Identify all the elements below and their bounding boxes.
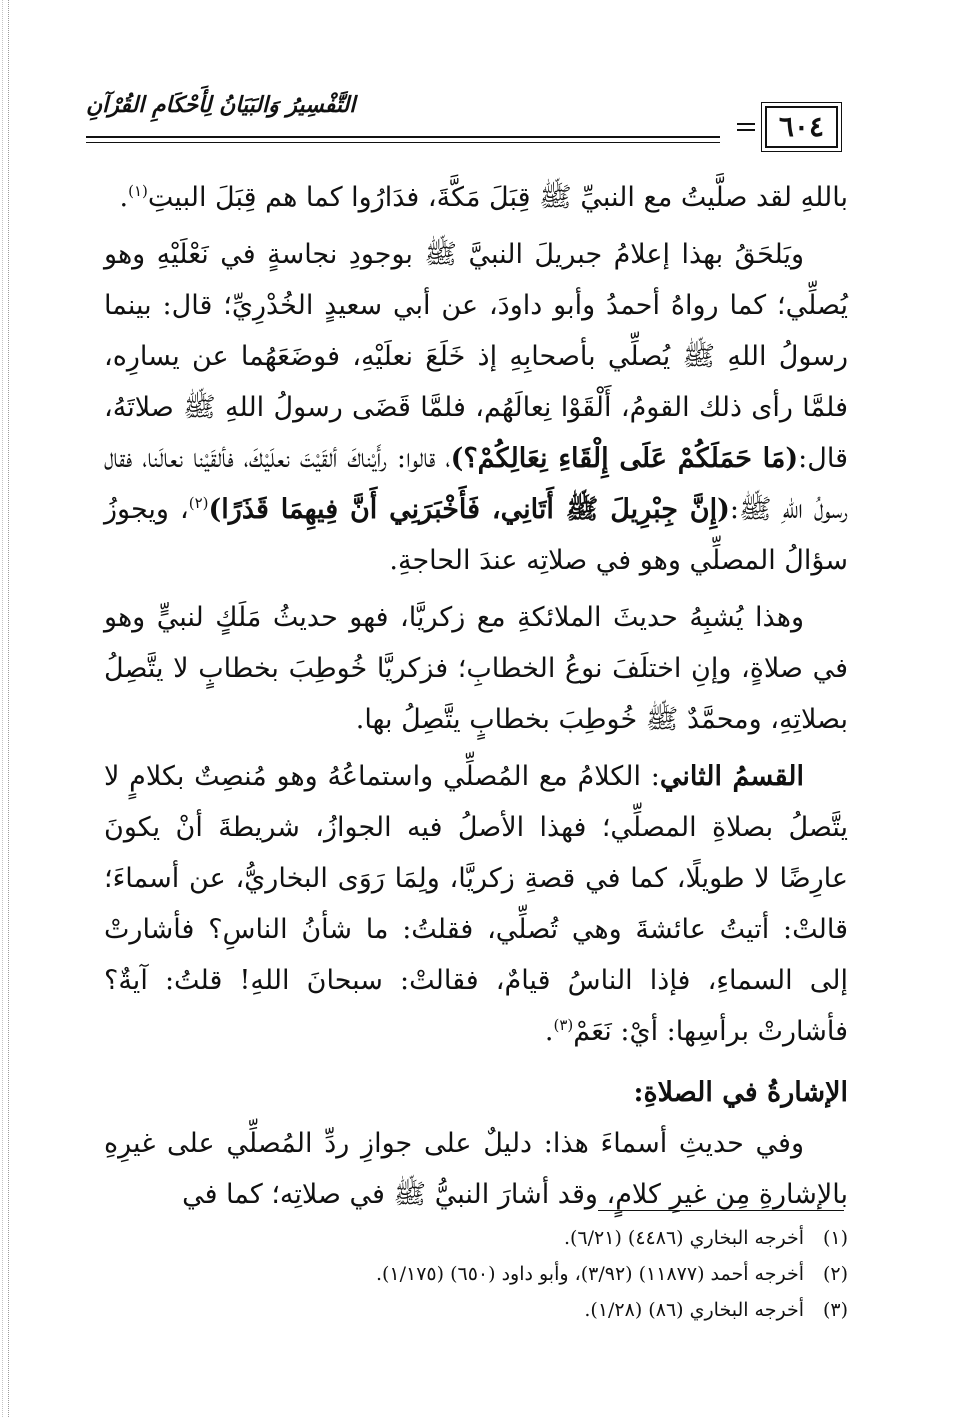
header-rule-thin: [86, 142, 720, 143]
paragraph-4-end: .: [544, 1016, 554, 1047]
footnote-item: [104, 1292, 848, 1328]
footnote-text: أخرجه البخاري (٤٤٨٦) (٦/٢١).: [563, 1227, 804, 1249]
scan-edge-inner: [2, 0, 4, 1417]
paragraph-3: وهذا يُشبِهُ حديثَ الملائكةِ مع زكريَّا، فهو حديثُ مَلَكٍ لنبيٍّ وهو في صلاةٍ، وإنِ اختلَفَ نوعُ الخطابِ؛ فزكريَّا خُوطِبَ بخطابٍ لا يتَّصِلُ بصلاتِهِ، ومحمَّدٌ ﷺ خُوطِبَ بخطابٍ يتَّصِلُ بها.: [104, 602, 848, 735]
section-label: القسمُ الثاني: [659, 761, 804, 792]
paragraph-1-text: باللهِ لقد صلَّيتُ مع النبيِّ ﷺ قِبَلَ مَكَّةَ، فدَارُوا كما هم قِبَلَ البيتِ: [147, 182, 848, 213]
footnote-divider: [598, 1210, 844, 1211]
hadith-quote-1: (مَا حَمَلَكُمْ عَلَى إِلْقَاءِ نِعَالِكُمْ؟): [450, 443, 799, 474]
page-number-ornament: [737, 123, 755, 131]
paragraph-5: وفي حديثِ أسماءَ هذا: دليلٌ على جوازِ ردِّ المُصلِّي على غيرِهِ بالإشارةِ مِن غيرِ كلامٍ، وقد أشارَ النبيُّ ﷺ في صلاتِه؛ كما في: [104, 1128, 848, 1210]
paragraph-1: [104, 172, 848, 223]
paragraph-4-text: : الكلامُ مع المُصلِّي واستماعُهُ وهو مُنصِتٌ بكلامٍ لا يتَّصلُ بصلاةِ المصلِّي؛ فهذا الأصلُ فيه الجوازُ، شريطةَ أنْ يكونَ عارِضًا لا طويلًا، كما في قصةِ زكريَّا، ولِمَا رَوَى البخاريُّ، عن أسماءَ؛ قالتْ: أتيتُ عائشةَ وهي تُصلِّي، فقلتُ: ما شأنُ الناسِ؟ فأشارتْ إلى السماءِ، فإذا الناسُ قيامٌ، فقالتْ: سبحانَ اللهِ! قلتُ: آيةٌ؟ فأشارتْ برأسِها: أيْ: نَعَمْ: [104, 761, 848, 1047]
footnote-ref-3: (٣): [553, 1016, 574, 1034]
footnotes: [104, 1220, 848, 1328]
paragraph-4: [104, 751, 848, 1057]
footnote-number: (٣): [822, 1299, 848, 1321]
page-header: [86, 92, 838, 152]
footnote-ref-1: (١): [128, 182, 148, 200]
header-rule: [86, 136, 720, 138]
footnote-item: [104, 1220, 848, 1256]
footnote-item: [104, 1256, 848, 1292]
book-title: التَّفْسِيرُ وَالبَيَانُ لِأَحْكَامِ القُرْآنِ: [86, 92, 356, 118]
page-number: ٦٠٤: [765, 106, 838, 148]
hadith-quote-2: (إِنَّ جِبْرِيلَ ﷺ أَتَانِي، فَأَخْبَرَنِي أَنَّ فِيهِمَا قَذَرًا): [208, 494, 730, 525]
paragraph-2-text-a: ويَلحَقُ بهذا إعلامُ جبريلَ النبيَّ ﷺ بوجودِ نجاسةٍ في نَعْلَيْهِ وهو يُصلِّي؛ كما رواهُ أحمدُ وأبو داودَ، عن أبي سعيدٍ الخُدْرِيِّ؛ قال: بينما رسولُ اللهِ ﷺ يُصلِّي بأصحابِهِ إذ خَلَعَ نعلَيْهِ، فوضَعَهُما عن يسارِه، فلمَّا رأى ذلك القومُ، أَلْقَوْا نِعالَهُم، فلمَّا قَضَى رسولُ اللهِ ﷺ صلاتَهُ، قال:: [104, 239, 848, 474]
footnote-number: (٢): [822, 1263, 848, 1285]
paragraph-2: [104, 229, 848, 586]
footnote-text: أخرجه أحمد (١١٨٧٧) (٣/٩٢)، وأبو داود (٦٥٠) (١/١٧٥).: [375, 1263, 804, 1285]
paragraph-2-text-c: ، ويجوزُ سؤالُ المصلِّي وهو في صلاتِه عندَ الحاجةِ.: [104, 494, 848, 576]
page-body: [104, 172, 848, 1220]
page-number-frame: [737, 106, 838, 148]
footnote-text: أخرجه البخاري (٨٦) (١/٢٨).: [584, 1299, 804, 1321]
footnote-number: (١): [822, 1227, 848, 1249]
paragraph-2-text-b: ، قالوا: رأَيْناكَ ألقَيْتَ نعلَيْكَ، فألقَيْنا نعالَنا، فقال رسولُ اللهِ ﷺ:: [104, 443, 849, 525]
footnote-ref-2: (٢): [188, 494, 209, 512]
paragraph-1-end: .: [119, 182, 129, 213]
section-heading: الإشارةُ في الصلاةِ:: [633, 1077, 848, 1108]
